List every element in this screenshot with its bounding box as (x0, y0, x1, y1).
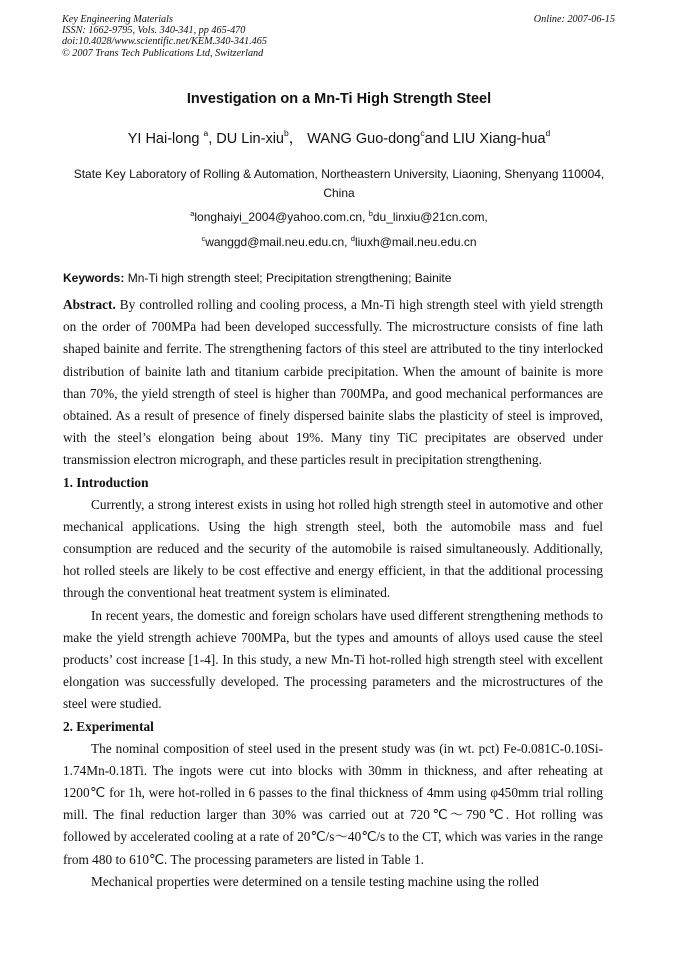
keywords (63, 271, 451, 285)
abstract (63, 294, 603, 472)
email-mark: c (201, 234, 206, 243)
email-address[interactable]: wanggd@mail.neu.edu.cn, (205, 235, 351, 249)
paper-title: Investigation on a Mn-Ti High Strength Steel (186, 91, 492, 107)
section-heading-experimental: 2. Experimental (63, 718, 154, 734)
author-name: LIU Xiang-hua (452, 131, 546, 147)
journal-header (62, 14, 615, 59)
paragraph: Mechanical properties were determined on a tensile testing machine using the rolled (91, 873, 539, 889)
author-affil-mark: a (203, 128, 209, 138)
journal-name: Key Engineering Materials (62, 14, 173, 25)
paragraph: Currently, a strong interest exists in using hot rolled high strength steel in automotive and other mechanical applications. Using the high strength steel, both the automobile mass and fuel consumption are reduced and the security of the automobile is raised simultaneously. Additionally, hot rolled steels are likely to be cost effective and energy efficient, in that the additional processing through the conventional heat treatment system is eliminated. (63, 496, 603, 601)
author-affil-mark: c (420, 128, 425, 138)
author-name: YI Hai-long (127, 131, 200, 147)
email-address[interactable]: liuxh@mail.neu.edu.cn (354, 235, 477, 249)
author-separator: and (424, 131, 453, 147)
author-list (0, 127, 678, 148)
journal-copyright: © 2007 Trans Tech Publications Ltd, Switzerland (62, 47, 264, 59)
email-line-2 (0, 234, 678, 249)
email-address[interactable]: longhaiyi_2004@yahoo.com.cn, (194, 210, 369, 224)
author-name: DU Lin-xiu (216, 131, 284, 147)
author-separator: ， (288, 131, 304, 147)
email-address[interactable]: du_linxiu@21cn.com, (372, 210, 488, 224)
email-line-1 (0, 209, 678, 224)
journal-issn: ISSN: 1662-9795, Vols. 340-341, pp 465-470 (62, 25, 246, 37)
journal-doi[interactable]: doi:10.4028/www.scientific.net/KEM.340-341.465 (62, 36, 267, 48)
paragraph: In recent years, the domestic and foreign scholars have used different strengthening methods to make the yield strength achieve 700MPa, but the types and amounts of alloys used cause the steel products’ cost increase [1-4]. In this study, a new Mn-Ti hot-rolled high strength steel with excellent elongation was successfully developed. The processing parameters and the microstructures of the steel were studied. (63, 607, 603, 712)
affiliation: State Key Laboratory of Rolling & Automation, Northeastern University, Liaoning, Shenyang 110004, China (73, 167, 605, 200)
author-affil-mark: d (545, 128, 551, 138)
paragraph: The nominal composition of steel used in the present study was (in wt. pct) Fe-0.081C-0.10Si-1.74Mn-0.18Ti. The ingots were cut into blocks with 30mm in thickness, and after reheating at 1200℃ for 1h, were hot-rolled in 6 passes to the final thickness of 4mm using φ450mm trial rolling mill. The final reduction larger than 30% was carried out at 720℃～790℃. Hot rolling was followed by accelerated cooling at a rate of 20℃/s～40℃/s to the CT, which was varies in the range from 480 to 610℃. The processing parameters are listed in Table 1. (63, 740, 603, 867)
keywords-text: Mn-Ti high strength steel; Precipitation strengthening; Bainite (124, 271, 452, 285)
paper-body (63, 294, 603, 893)
abstract-label: Abstract. (63, 297, 116, 312)
author-name: WANG Guo-dong (307, 131, 421, 147)
author-affil-mark: b (283, 128, 289, 138)
online-date: Online: 2007-06-15 (533, 14, 615, 25)
email-mark: a (190, 209, 195, 218)
abstract-text: By controlled rolling and cooling process, a Mn-Ti high strength steel with yield strength on the order of 700MPa had been developed successfully. The microstructure consists of fine lath shaped bainite and ferrite. The strengthening factors of this steel are attributed to the tiny interlocked distribution of bainite lath and titanium carbide precipitation. When the amount of bainite is more than 70%, the yield strength of steel is higher than 700MPa, and good mechanical performances are obtained. As a result of presence of finely dispersed bainite slabs the plasticity of steel is improved, with the steel’s elongation being about 19%. Many tiny TiC precipitates are observed under transmission electron micrograph, and these particles result in precipitation strengthening. (63, 297, 603, 468)
author-separator: , (208, 131, 217, 147)
email-mark: d (350, 234, 355, 243)
keywords-label: Keywords: (63, 271, 125, 285)
section-heading-introduction: 1. Introduction (63, 474, 149, 490)
email-mark: b (368, 209, 373, 218)
